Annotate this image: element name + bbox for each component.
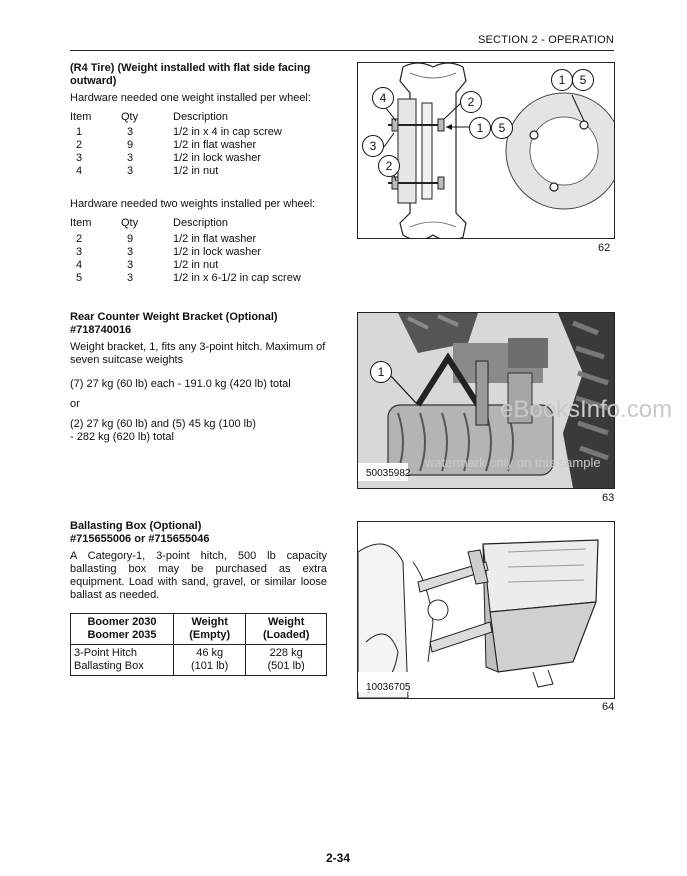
section3-title: Ballasting Box (Optional) — [70, 520, 202, 532]
figure-62-number: 62 — [598, 242, 611, 254]
table1-cell: 1/2 in lock washer — [173, 152, 262, 164]
table-cell-empty-weight — [174, 645, 246, 676]
section2-desc-line1: Weight bracket, 1, fits any 3-point hitch. Maximum of — [70, 341, 326, 353]
table1-header-qty: Qty — [121, 111, 139, 123]
empty-kg: 46 kg — [196, 647, 224, 659]
table2-cell: 3 — [127, 246, 134, 258]
table2-cell: 1/2 in lock washer — [173, 246, 262, 258]
section2-part-number: #718740016 — [70, 324, 132, 336]
table-header-row — [71, 614, 327, 645]
table1-header-item: Item — [70, 111, 92, 123]
section3-desc-line4: ballast as needed. — [70, 589, 160, 601]
callout-1: 1 — [469, 117, 491, 139]
loaded-lb: (501 lb) — [267, 660, 305, 672]
table1-cell: 9 — [127, 139, 134, 151]
watermark-site: eBooksInfo.com — [500, 396, 673, 423]
two-weights-intro: Hardware needed two weights installed per wheel: — [70, 198, 316, 210]
loaded-kg: 228 kg — [269, 647, 303, 659]
section-header: SECTION 2 - OPERATION — [477, 34, 614, 46]
section2-title: Rear Counter Weight Bracket (Optional) — [70, 311, 278, 323]
callout-5: 5 — [572, 69, 594, 91]
section3-desc-line2: ballasting box may be purchased as extra — [70, 563, 327, 575]
table-header-model — [71, 614, 174, 645]
table1-cell: 3 — [127, 152, 134, 164]
ballast-weight-table — [70, 613, 327, 676]
one-weight-intro: Hardware needed one weight installed per wheel: — [70, 92, 311, 104]
table1-cell: 1/2 in nut — [173, 165, 219, 177]
table-cell-loaded-weight — [246, 645, 327, 676]
section3-desc-line1: A Category-1, 3-point hitch, 500 lb capacity — [70, 550, 327, 562]
table2-cell: 3 — [76, 246, 83, 258]
item-line1: 3-Point Hitch — [74, 647, 137, 659]
table2-cell: 1/2 in x 6-1/2 in cap screw — [173, 272, 301, 284]
option-separator: or — [70, 398, 80, 410]
section3-part-number: #715655006 or #715655046 — [70, 533, 210, 545]
ballasting-box-illustration — [358, 522, 614, 698]
callout-4: 4 — [372, 87, 394, 109]
figure-64-ballasting-box — [357, 521, 615, 699]
header-empty-label: (Empty) — [189, 629, 231, 641]
tire-weight-diagram — [358, 63, 614, 238]
table-header-weight-empty — [174, 614, 246, 645]
table2-cell: 2 — [76, 233, 83, 245]
figure-62-weight-installation-diagram — [357, 62, 615, 239]
callout-2: 2 — [378, 155, 400, 177]
figure-63-code: 50035982 — [366, 468, 411, 479]
table1-cell: 3 — [127, 165, 134, 177]
table1-header-description: Description — [173, 111, 229, 123]
table1-cell: 1/2 in flat washer — [173, 139, 257, 151]
empty-lb: (101 lb) — [191, 660, 229, 672]
table1-cell: 1/2 in x 4 in cap screw — [173, 126, 282, 138]
figure-64-code: 10036705 — [366, 682, 411, 693]
table-row — [71, 645, 327, 676]
weight-option-2-line1: (2) 27 kg (60 lb) and (5) 45 kg (100 lb) — [70, 418, 256, 430]
table2-header-qty: Qty — [121, 217, 139, 229]
section2-desc-line2: seven suitcase weights — [70, 354, 184, 366]
table1-cell: 2 — [76, 139, 83, 151]
table-cell-item — [71, 645, 174, 676]
table2-cell: 3 — [127, 272, 134, 284]
table2-cell: 1/2 in flat washer — [173, 233, 257, 245]
item-line2: Ballasting Box — [74, 660, 144, 672]
callout-5: 5 — [491, 117, 513, 139]
header-model-1: Boomer 2030 — [87, 616, 157, 628]
table1-cell: 4 — [76, 165, 83, 177]
table2-cell: 3 — [127, 259, 134, 271]
table2-cell: 1/2 in nut — [173, 259, 219, 271]
header-rule — [70, 50, 614, 51]
callout-3: 3 — [362, 135, 384, 157]
header-loaded-label: (Loaded) — [262, 629, 310, 641]
header-weight-label: Weight — [267, 616, 305, 628]
section1-title-line1: (R4 Tire) (Weight installed with flat side facing — [70, 62, 311, 74]
callout-2: 2 — [460, 91, 482, 113]
table2-header-item: Item — [70, 217, 92, 229]
section3-desc-line3: equipment. Load with sand, gravel, or similar loose — [70, 576, 327, 588]
table1-cell: 3 — [76, 152, 83, 164]
table1-cell: 3 — [127, 126, 134, 138]
header-weight-label: Weight — [191, 616, 228, 628]
table-header-weight-loaded — [246, 614, 327, 645]
section1-title-line2: outward) — [70, 75, 117, 87]
weight-option-1: (7) 27 kg (60 lb) each - 191.0 kg (420 lb) total — [70, 378, 291, 390]
callout-1: 1 — [551, 69, 573, 91]
watermark-note: watermark only on this sample — [425, 455, 601, 470]
header-model-2: Boomer 2035 — [87, 629, 157, 641]
table2-cell: 5 — [76, 272, 83, 284]
callout-1: 1 — [370, 361, 392, 383]
figure-64-number: 64 — [602, 701, 615, 713]
table2-header-description: Description — [173, 217, 229, 229]
page-number: 2-34 — [326, 851, 351, 865]
table2-cell: 4 — [76, 259, 83, 271]
weight-option-2-line2: - 282 kg (620 lb) total — [70, 431, 174, 443]
table1-cell: 1 — [76, 126, 83, 138]
table2-cell: 9 — [127, 233, 134, 245]
figure-63-number: 63 — [602, 492, 615, 504]
